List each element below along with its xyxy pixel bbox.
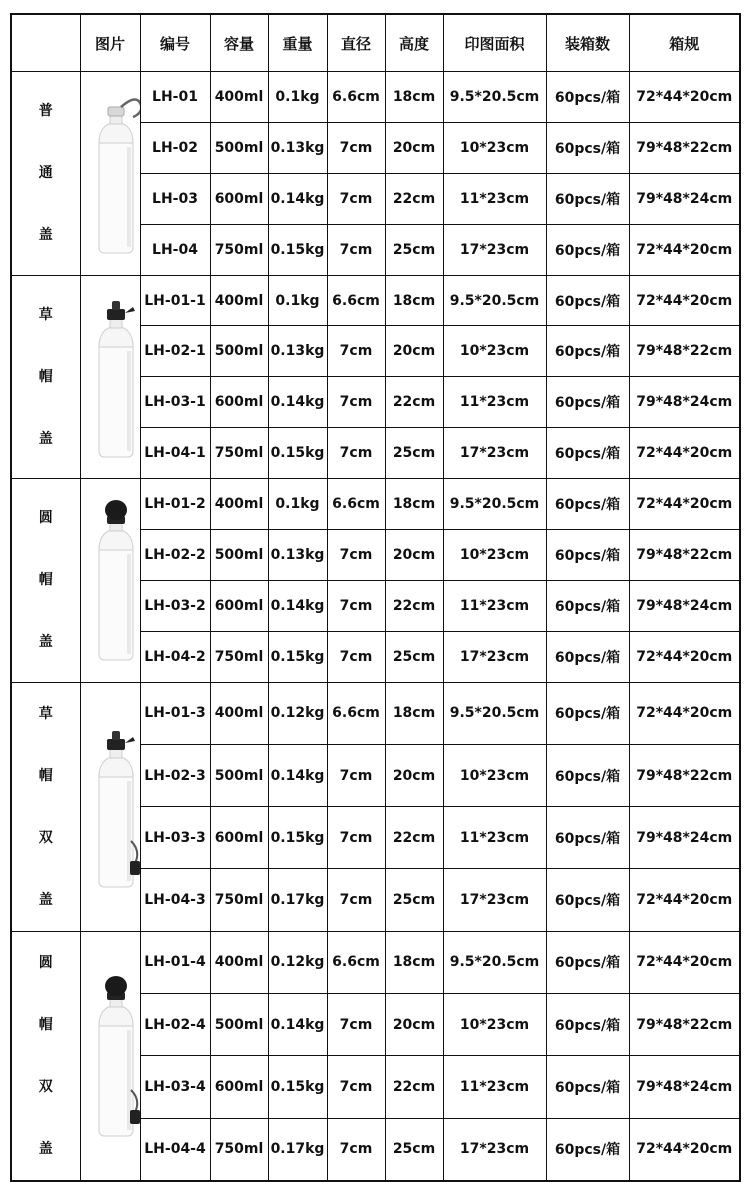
group-name-char: 盖 (38, 430, 53, 447)
cell-carton-size: 79*48*24cm (629, 173, 740, 224)
cell-carton-size: 79*48*22cm (629, 326, 740, 377)
cell-pack-qty: 60pcs/箱 (546, 744, 629, 806)
cell-carton-size: 72*44*20cm (629, 479, 740, 530)
cell-weight: 0.17kg (268, 869, 327, 931)
cell-carton-size: 72*44*20cm (629, 931, 740, 993)
group-name-char: 普 (38, 103, 53, 120)
cell-carton-size: 79*48*24cm (629, 377, 740, 428)
cell-height: 25cm (385, 869, 443, 931)
cell-capacity: 400ml (210, 275, 268, 326)
cell-code: LH-04-4 (140, 1118, 210, 1180)
cell-capacity: 600ml (210, 173, 268, 224)
cell-height: 20cm (385, 994, 443, 1056)
header-code: 编号 (140, 14, 210, 72)
group-name (11, 72, 80, 276)
cell-pack-qty: 60pcs/箱 (546, 807, 629, 869)
cell-capacity: 750ml (210, 224, 268, 275)
cell-height: 18cm (385, 72, 443, 123)
cell-capacity: 400ml (210, 479, 268, 530)
cell-weight: 0.13kg (268, 122, 327, 173)
cell-height: 18cm (385, 931, 443, 993)
straw-double-cap-bottle-icon (81, 721, 141, 893)
cell-code: LH-03 (140, 173, 210, 224)
cell-weight: 0.13kg (268, 326, 327, 377)
cell-print-area: 11*23cm (443, 173, 546, 224)
cell-diameter: 7cm (327, 744, 385, 806)
cell-code: LH-01-2 (140, 479, 210, 530)
cell-carton-size: 79*48*22cm (629, 122, 740, 173)
round-cap-bottle-icon (81, 494, 141, 666)
cell-code: LH-02-2 (140, 530, 210, 581)
cell-carton-size: 72*44*20cm (629, 682, 740, 744)
cell-capacity: 500ml (210, 122, 268, 173)
group-name-char: 盖 (38, 634, 53, 651)
cell-code: LH-03-3 (140, 807, 210, 869)
cell-height: 18cm (385, 275, 443, 326)
cell-capacity: 500ml (210, 530, 268, 581)
header-image: 图片 (80, 14, 140, 72)
cell-pack-qty: 60pcs/箱 (546, 479, 629, 530)
cell-weight: 0.15kg (268, 631, 327, 682)
cell-pack-qty: 60pcs/箱 (546, 326, 629, 377)
header-carton-size: 箱规 (629, 14, 740, 72)
cell-weight: 0.17kg (268, 1118, 327, 1180)
cell-print-area: 9.5*20.5cm (443, 682, 546, 744)
cell-capacity: 500ml (210, 744, 268, 806)
cell-capacity: 750ml (210, 631, 268, 682)
cell-code: LH-03-2 (140, 580, 210, 631)
cell-code: LH-04-2 (140, 631, 210, 682)
cell-carton-size: 72*44*20cm (629, 224, 740, 275)
cell-diameter: 7cm (327, 224, 385, 275)
cell-capacity: 600ml (210, 1056, 268, 1118)
cell-height: 18cm (385, 682, 443, 744)
product-image (80, 72, 140, 276)
group-name-char: 帽 (38, 767, 53, 784)
cell-code: LH-02-4 (140, 994, 210, 1056)
group-name-char: 双 (38, 1078, 53, 1095)
cell-diameter: 7cm (327, 807, 385, 869)
cell-weight: 0.1kg (268, 72, 327, 123)
cell-pack-qty: 60pcs/箱 (546, 173, 629, 224)
cell-diameter: 6.6cm (327, 275, 385, 326)
product-image (80, 479, 140, 683)
cell-print-area: 11*23cm (443, 377, 546, 428)
group-name (11, 931, 80, 1181)
cell-print-area: 17*23cm (443, 869, 546, 931)
straw-cap-bottle-icon (81, 291, 141, 463)
cell-height: 25cm (385, 224, 443, 275)
cell-print-area: 9.5*20.5cm (443, 931, 546, 993)
header-pack-qty: 装箱数 (546, 14, 629, 72)
cell-print-area: 9.5*20.5cm (443, 72, 546, 123)
cell-code: LH-01 (140, 72, 210, 123)
cell-pack-qty: 60pcs/箱 (546, 682, 629, 744)
cell-weight: 0.15kg (268, 807, 327, 869)
cell-code: LH-03-4 (140, 1056, 210, 1118)
cell-print-area: 10*23cm (443, 994, 546, 1056)
product-image (80, 275, 140, 479)
cell-carton-size: 72*44*20cm (629, 72, 740, 123)
cell-capacity: 500ml (210, 326, 268, 377)
group-name (11, 682, 80, 931)
cell-diameter: 6.6cm (327, 682, 385, 744)
cell-pack-qty: 60pcs/箱 (546, 631, 629, 682)
cell-diameter: 7cm (327, 122, 385, 173)
cell-capacity: 600ml (210, 807, 268, 869)
group-name-char: 圆 (38, 954, 53, 971)
spec-table (10, 13, 741, 1182)
cell-diameter: 7cm (327, 1118, 385, 1180)
cell-pack-qty: 60pcs/箱 (546, 122, 629, 173)
group-name-char: 帽 (38, 1016, 53, 1033)
group-name (11, 479, 80, 683)
cell-height: 22cm (385, 580, 443, 631)
cell-pack-qty: 60pcs/箱 (546, 931, 629, 993)
cell-print-area: 17*23cm (443, 224, 546, 275)
cell-weight: 0.15kg (268, 1056, 327, 1118)
cell-capacity: 400ml (210, 931, 268, 993)
cell-carton-size: 79*48*22cm (629, 530, 740, 581)
cell-carton-size: 72*44*20cm (629, 275, 740, 326)
cell-print-area: 11*23cm (443, 807, 546, 869)
cell-height: 20cm (385, 326, 443, 377)
product-image (80, 931, 140, 1181)
cell-pack-qty: 60pcs/箱 (546, 72, 629, 123)
cell-code: LH-03-1 (140, 377, 210, 428)
cell-height: 20cm (385, 122, 443, 173)
cell-diameter: 6.6cm (327, 479, 385, 530)
cell-weight: 0.13kg (268, 530, 327, 581)
group-name-char: 圆 (38, 510, 53, 527)
header-corner (11, 14, 80, 72)
cell-weight: 0.14kg (268, 377, 327, 428)
table-row (11, 479, 740, 530)
cell-print-area: 10*23cm (443, 530, 546, 581)
cell-weight: 0.14kg (268, 580, 327, 631)
cell-weight: 0.12kg (268, 931, 327, 993)
cell-capacity: 750ml (210, 1118, 268, 1180)
cell-print-area: 17*23cm (443, 631, 546, 682)
cell-pack-qty: 60pcs/箱 (546, 428, 629, 479)
cell-capacity: 600ml (210, 377, 268, 428)
cell-pack-qty: 60pcs/箱 (546, 377, 629, 428)
cell-weight: 0.14kg (268, 994, 327, 1056)
cell-capacity: 400ml (210, 682, 268, 744)
cell-capacity: 600ml (210, 580, 268, 631)
cell-weight: 0.15kg (268, 224, 327, 275)
group-name-char: 帽 (38, 368, 53, 385)
cell-pack-qty: 60pcs/箱 (546, 869, 629, 931)
cell-pack-qty: 60pcs/箱 (546, 1056, 629, 1118)
cell-code: LH-02-1 (140, 326, 210, 377)
cell-code: LH-01-1 (140, 275, 210, 326)
cell-diameter: 7cm (327, 428, 385, 479)
cell-height: 22cm (385, 377, 443, 428)
table-row (11, 275, 740, 326)
cell-pack-qty: 60pcs/箱 (546, 224, 629, 275)
cell-code: LH-02-3 (140, 744, 210, 806)
cell-print-area: 10*23cm (443, 744, 546, 806)
cell-diameter: 6.6cm (327, 931, 385, 993)
table-header-row (11, 14, 740, 72)
cell-weight: 0.1kg (268, 479, 327, 530)
cell-print-area: 11*23cm (443, 1056, 546, 1118)
cell-diameter: 7cm (327, 869, 385, 931)
cell-diameter: 6.6cm (327, 72, 385, 123)
cell-code: LH-04 (140, 224, 210, 275)
cell-height: 25cm (385, 1118, 443, 1180)
cell-weight: 0.14kg (268, 173, 327, 224)
cell-carton-size: 72*44*20cm (629, 869, 740, 931)
cell-print-area: 10*23cm (443, 122, 546, 173)
cell-diameter: 7cm (327, 530, 385, 581)
cell-pack-qty: 60pcs/箱 (546, 580, 629, 631)
cell-carton-size: 79*48*24cm (629, 1056, 740, 1118)
cell-print-area: 10*23cm (443, 326, 546, 377)
group-name-char: 帽 (38, 572, 53, 589)
cell-height: 18cm (385, 479, 443, 530)
cell-carton-size: 79*48*22cm (629, 994, 740, 1056)
cell-diameter: 7cm (327, 631, 385, 682)
cell-carton-size: 72*44*20cm (629, 631, 740, 682)
cell-carton-size: 72*44*20cm (629, 428, 740, 479)
group-name-char: 通 (38, 165, 53, 182)
group-name-char: 双 (38, 829, 53, 846)
product-image (80, 682, 140, 931)
cell-capacity: 500ml (210, 994, 268, 1056)
cell-print-area: 17*23cm (443, 428, 546, 479)
cell-capacity: 750ml (210, 428, 268, 479)
cell-code: LH-04-3 (140, 869, 210, 931)
table-row (11, 72, 740, 123)
header-capacity: 容量 (210, 14, 268, 72)
carabiner-cap-bottle-icon (81, 87, 141, 259)
cell-diameter: 7cm (327, 994, 385, 1056)
cell-pack-qty: 60pcs/箱 (546, 530, 629, 581)
cell-pack-qty: 60pcs/箱 (546, 994, 629, 1056)
cell-capacity: 750ml (210, 869, 268, 931)
cell-print-area: 9.5*20.5cm (443, 275, 546, 326)
cell-height: 25cm (385, 631, 443, 682)
round-double-cap-bottle-icon (81, 970, 141, 1142)
cell-pack-qty: 60pcs/箱 (546, 275, 629, 326)
header-print-area: 印图面积 (443, 14, 546, 72)
cell-diameter: 7cm (327, 377, 385, 428)
group-name-char: 草 (38, 705, 53, 722)
cell-height: 20cm (385, 744, 443, 806)
cell-print-area: 11*23cm (443, 580, 546, 631)
cell-carton-size: 79*48*22cm (629, 744, 740, 806)
table-row (11, 682, 740, 744)
cell-height: 25cm (385, 428, 443, 479)
cell-print-area: 17*23cm (443, 1118, 546, 1180)
cell-code: LH-04-1 (140, 428, 210, 479)
group-name (11, 275, 80, 479)
cell-carton-size: 72*44*20cm (629, 1118, 740, 1180)
header-weight: 重量 (268, 14, 327, 72)
cell-height: 20cm (385, 530, 443, 581)
cell-code: LH-01-4 (140, 931, 210, 993)
cell-height: 22cm (385, 173, 443, 224)
group-name-char: 盖 (38, 891, 53, 908)
cell-diameter: 7cm (327, 580, 385, 631)
cell-weight: 0.15kg (268, 428, 327, 479)
table-row (11, 931, 740, 993)
cell-weight: 0.1kg (268, 275, 327, 326)
group-name-char: 草 (38, 306, 53, 323)
cell-capacity: 400ml (210, 72, 268, 123)
header-height: 高度 (385, 14, 443, 72)
cell-code: LH-02 (140, 122, 210, 173)
cell-diameter: 7cm (327, 326, 385, 377)
cell-height: 22cm (385, 807, 443, 869)
cell-print-area: 9.5*20.5cm (443, 479, 546, 530)
cell-carton-size: 79*48*24cm (629, 807, 740, 869)
group-name-char: 盖 (38, 1140, 53, 1157)
header-diameter: 直径 (327, 14, 385, 72)
cell-height: 22cm (385, 1056, 443, 1118)
cell-weight: 0.14kg (268, 744, 327, 806)
cell-pack-qty: 60pcs/箱 (546, 1118, 629, 1180)
cell-weight: 0.12kg (268, 682, 327, 744)
cell-diameter: 7cm (327, 173, 385, 224)
cell-carton-size: 79*48*24cm (629, 580, 740, 631)
cell-diameter: 7cm (327, 1056, 385, 1118)
cell-code: LH-01-3 (140, 682, 210, 744)
group-name-char: 盖 (38, 227, 53, 244)
